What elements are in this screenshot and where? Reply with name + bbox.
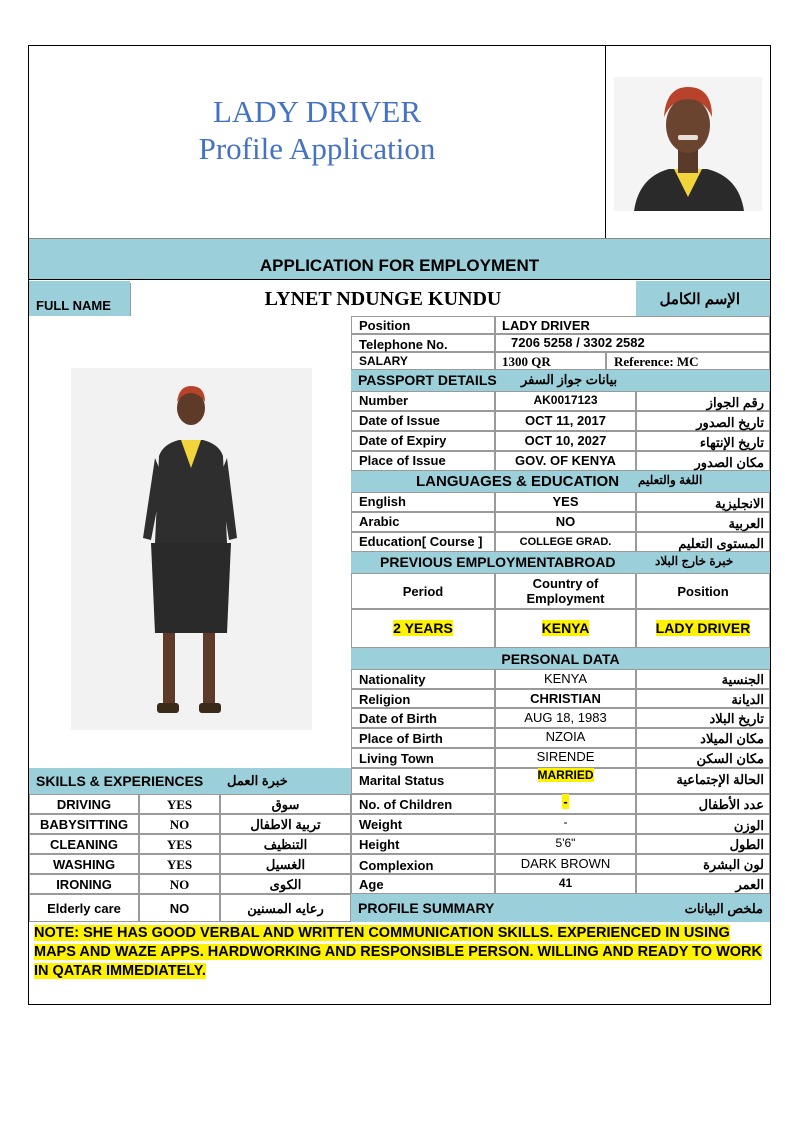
- passport-row-arabic: تاريخ الإنتهاء: [636, 431, 770, 451]
- language-row-arabic: العربية: [636, 512, 770, 532]
- salary-label: SALARY: [351, 352, 495, 370]
- personal-row-value: -: [495, 814, 636, 834]
- language-row-value: NO: [495, 512, 636, 532]
- passport-row-value: OCT 11, 2017: [495, 411, 636, 431]
- employment-col-period: [351, 573, 495, 609]
- employment-col-country: [495, 573, 636, 609]
- reference-value: Reference: MC: [606, 352, 770, 370]
- skill-name: IRONING: [29, 874, 139, 894]
- personal-row-label: Place of Birth: [351, 728, 495, 748]
- language-row-arabic: الانجليزية: [636, 492, 770, 512]
- profile-summary-title-arabic: ملخص البيانات: [684, 901, 763, 916]
- skill-name: Elderly care: [29, 894, 139, 922]
- language-row-value: COLLEGE GRAD.: [495, 532, 636, 552]
- language-row-label: Education[ Course ]: [351, 532, 495, 552]
- header-title-block: [29, 46, 606, 238]
- passport-row-label: Date of Expiry: [351, 431, 495, 451]
- skills-title: SKILLS & EXPERIENCES: [36, 773, 204, 789]
- passport-title: PASSPORT DETAILS: [358, 372, 497, 388]
- passport-title-arabic: بيانات جواز السفر: [521, 372, 618, 387]
- profile-summary-note-block: [34, 924, 766, 984]
- personal-row-arabic: العمر: [636, 874, 770, 894]
- language-row-value: YES: [495, 492, 636, 512]
- employment-country-cell: [495, 609, 636, 648]
- personal-row-arabic: مكان الميلاد: [636, 728, 770, 748]
- telephone-label: Telephone No.: [351, 334, 495, 352]
- employment-col-period-label: Period: [402, 583, 444, 599]
- personal-row-arabic: تاريخ البلاد: [636, 708, 770, 728]
- skill-name: BABYSITTING: [29, 814, 139, 834]
- passport-row-label: Place of Issue: [351, 451, 495, 471]
- full-name-arabic: الإسم الكامل: [636, 281, 770, 316]
- personal-row-value: NZOIA: [495, 728, 636, 748]
- personal-row-value: AUG 18, 1983: [495, 708, 636, 728]
- personal-row-value: 5'6": [495, 834, 636, 854]
- position-label: Position: [351, 316, 495, 334]
- personal-row-label: Marital Status: [351, 768, 495, 794]
- skill-name: WASHING: [29, 854, 139, 874]
- personal-row-value: DARK BROWN: [495, 854, 636, 874]
- skill-value: YES: [139, 834, 220, 854]
- salary-value: 1300 QR: [495, 352, 606, 370]
- personal-title: PERSONAL DATA: [501, 651, 620, 667]
- personal-row-label: Living Town: [351, 748, 495, 768]
- title-line1: LADY DRIVER: [212, 94, 422, 129]
- personal-row-label: Age: [351, 874, 495, 894]
- full-name-label-cell: [29, 281, 130, 316]
- skill-arabic: تربية الاطفال: [220, 814, 351, 834]
- full-name-label: FULL NAME: [36, 298, 111, 313]
- telephone-value: 7206 5258 / 3302 2582: [495, 334, 770, 352]
- personal-section-header: [351, 648, 770, 669]
- skill-arabic: سوق: [220, 794, 351, 814]
- language-row-label: Arabic: [351, 512, 495, 532]
- skill-name: DRIVING: [29, 794, 139, 814]
- passport-row-value: OCT 10, 2027: [495, 431, 636, 451]
- personal-row-value-cell: [495, 794, 636, 814]
- skill-arabic: رعايه المسنين: [220, 894, 351, 922]
- full-body-photo: [71, 368, 312, 730]
- personal-row-value: CHRISTIAN: [495, 689, 636, 708]
- passport-row-arabic: تاريخ الصدور: [636, 411, 770, 431]
- personal-row-arabic: الديانة: [636, 689, 770, 708]
- passport-row-arabic: رقم الجواز: [636, 391, 770, 411]
- language-row-arabic: المستوى التعليم: [636, 532, 770, 552]
- personal-row-label: Religion: [351, 689, 495, 708]
- employment-title-arabic: خبرة خارج البلاد: [655, 554, 734, 568]
- personal-row-value: KENYA: [495, 669, 636, 689]
- skill-arabic: الكوى: [220, 874, 351, 894]
- passport-section-header: [351, 370, 770, 391]
- employment-col-country-label: Country of Employment: [526, 576, 605, 606]
- personal-row-label: Complexion: [351, 854, 495, 874]
- personal-row-arabic: الطول: [636, 834, 770, 854]
- passport-row-value: AK0017123: [495, 391, 636, 411]
- skill-value: NO: [139, 814, 220, 834]
- passport-row-value: GOV. OF KENYA: [495, 451, 636, 471]
- profile-summary-title: PROFILE SUMMARY: [358, 900, 495, 916]
- employment-section-header: [351, 552, 770, 573]
- passport-row-label: Date of Issue: [351, 411, 495, 431]
- employment-title: PREVIOUS EMPLOYMENTABROAD: [380, 554, 616, 570]
- personal-row-value: 41: [495, 874, 636, 894]
- personal-row-label: Date of Birth: [351, 708, 495, 728]
- personal-row-arabic: مكان السكن: [636, 748, 770, 768]
- language-row-label: English: [351, 492, 495, 512]
- skills-section-header: [29, 768, 351, 794]
- marital-status-value: MARRIED: [537, 768, 594, 782]
- profile-summary-header: [351, 894, 770, 922]
- personal-row-label: Nationality: [351, 669, 495, 689]
- languages-section-header: [351, 471, 770, 492]
- employment-period-cell: [351, 609, 495, 648]
- languages-title: LANGUAGES & EDUCATION: [416, 473, 620, 490]
- personal-row-arabic: لون البشرة: [636, 854, 770, 874]
- title-line2: Profile Application: [198, 131, 436, 166]
- personal-row-label: Height: [351, 834, 495, 854]
- personal-row-value-cell: [495, 768, 636, 794]
- employment-period: 2 YEARS: [393, 620, 453, 636]
- skill-arabic: الغسيل: [220, 854, 351, 874]
- passport-row-arabic: مكان الصدور: [636, 451, 770, 471]
- languages-title-arabic: اللغة والتعليم: [638, 473, 703, 487]
- personal-row-arabic: الوزن: [636, 814, 770, 834]
- personal-row-arabic: عدد الأطفال: [636, 794, 770, 814]
- personal-row-label: No. of Children: [351, 794, 495, 814]
- skill-value: NO: [139, 874, 220, 894]
- banner-text: APPLICATION FOR EMPLOYMENT: [259, 256, 540, 275]
- skill-value: YES: [139, 794, 220, 814]
- employment-position: LADY DRIVER: [655, 620, 751, 636]
- skills-title-arabic: خبرة العمل: [227, 773, 288, 788]
- skill-name: CLEANING: [29, 834, 139, 854]
- personal-row-arabic: الجنسية: [636, 669, 770, 689]
- skill-value: YES: [139, 854, 220, 874]
- employment-position-cell: [636, 609, 770, 648]
- full-name-value: LYNET NDUNGE KUNDU: [130, 283, 635, 316]
- employment-col-position-label: Position: [677, 583, 729, 599]
- personal-row-value: SIRENDE: [495, 748, 636, 768]
- skill-arabic: التنظيف: [220, 834, 351, 854]
- skill-value: NO: [139, 894, 220, 922]
- position-value: LADY DRIVER: [495, 316, 770, 334]
- employment-col-position: [636, 573, 770, 609]
- employment-country: KENYA: [541, 620, 590, 636]
- personal-row-label: Weight: [351, 814, 495, 834]
- profile-summary-note: NOTE: SHE HAS GOOD VERBAL AND WRITTEN COMMUNICATION SKILLS. EXPERIENCED IN USING MAPS AND WAZE APPS. HARDWORKING AND RESPONSIBLE PERSON. WILLING AND READY TO WORK IN QATAR IMMEDIATELY.: [34, 925, 762, 979]
- passport-row-label: Number: [351, 391, 495, 411]
- headshot-photo: [614, 77, 762, 211]
- personal-row-arabic: الحالة الإجتماعية: [636, 768, 770, 794]
- children-value: -: [563, 794, 568, 809]
- employment-banner: [29, 238, 770, 280]
